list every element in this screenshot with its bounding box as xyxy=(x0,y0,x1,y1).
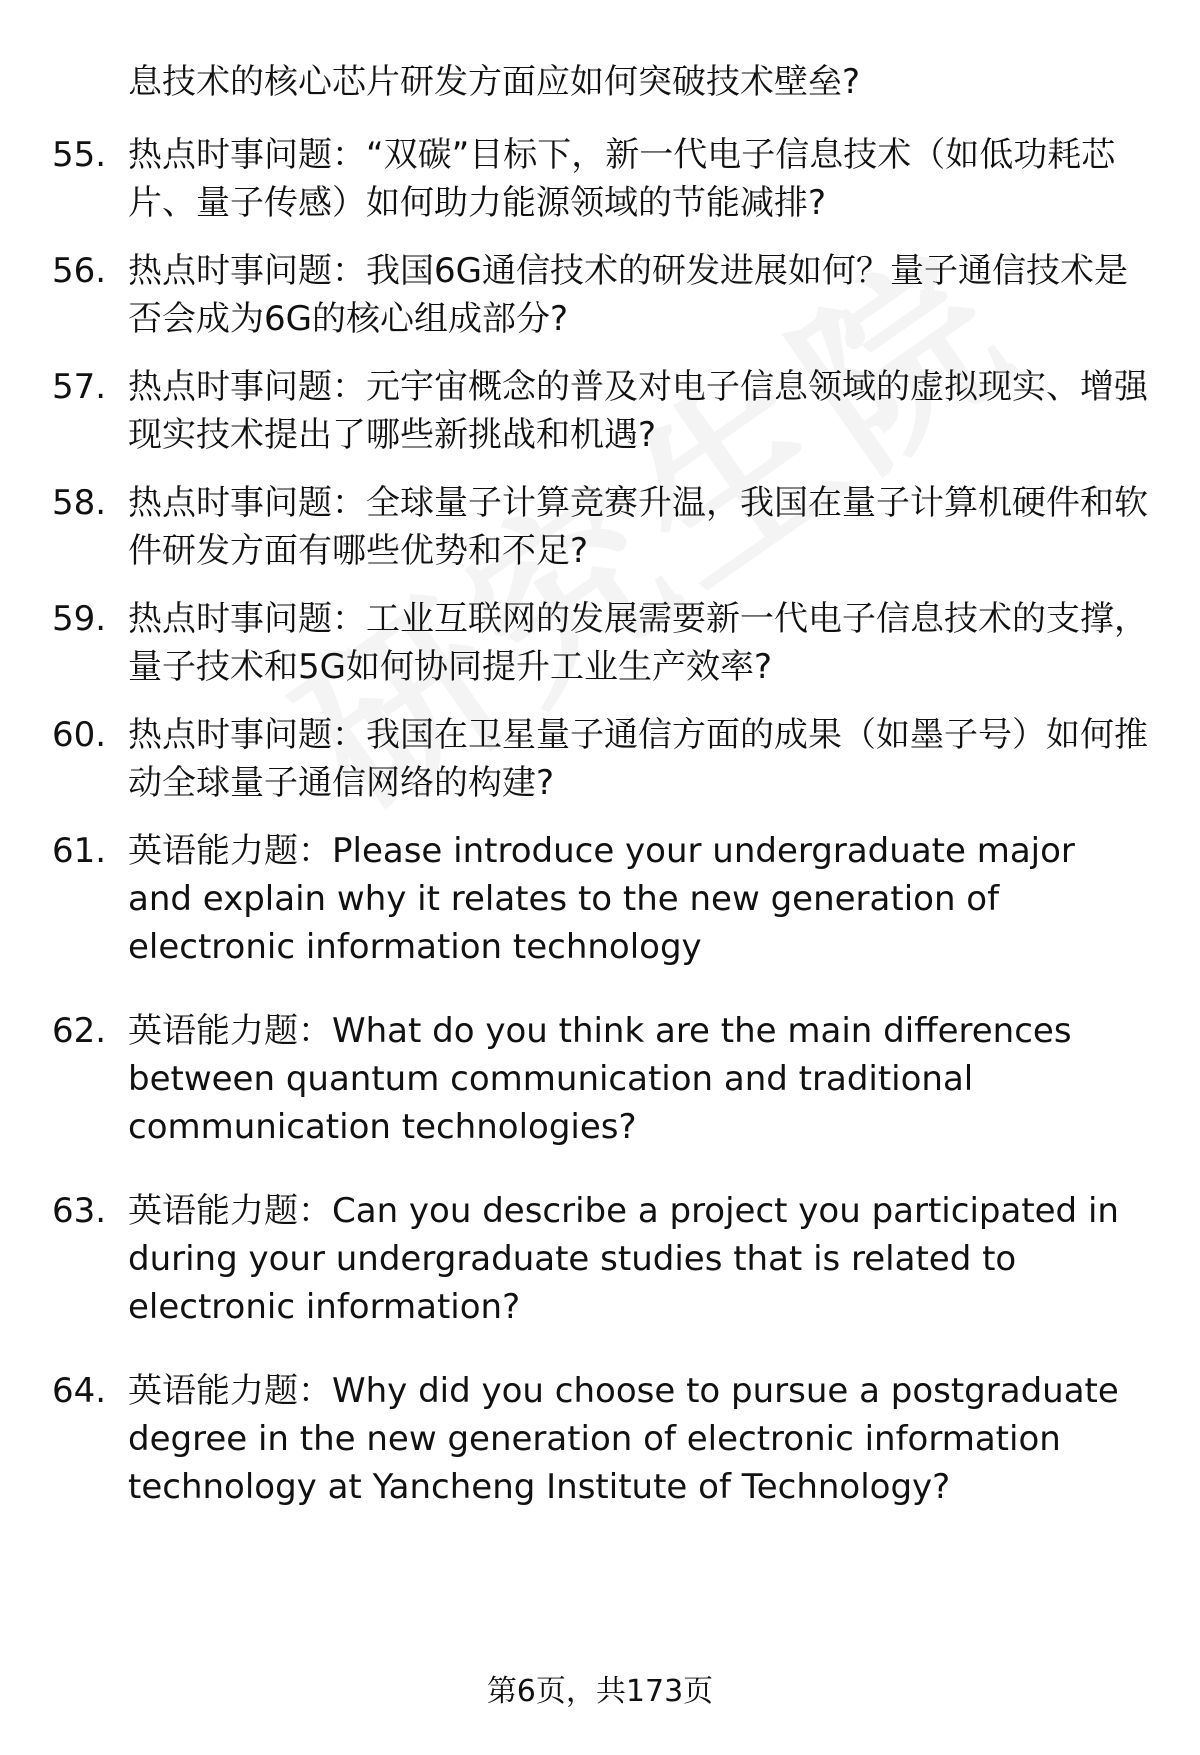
question-number: 55. xyxy=(52,135,107,175)
question-text: 热点时事问题：元宇宙概念的普及对电子信息领域的虚拟现实、增强现实技术提出了哪些新挑战和机遇? xyxy=(128,367,1148,455)
question-text: 热点时事问题：“双碳”目标下，新一代电子信息技术（如低功耗芯片、量子传感）如何助力能源领域的节能减排? xyxy=(128,135,1116,223)
question-text: 热点时事问题：全球量子计算竞赛升温，我国在量子计算机硬件和软件研发方面有哪些优势和不足? xyxy=(128,483,1148,571)
question-number: 59. xyxy=(52,599,107,639)
question-number: 62. xyxy=(52,1011,107,1051)
question-text: 热点时事问题：我国在卫星量子通信方面的成果（如墨子号）如何推动全球量子通信网络的构建? xyxy=(128,715,1148,803)
continued-question-text: 息技术的核心芯片研发方面应如何突破技术壁垒? xyxy=(128,62,861,102)
question-text: 英语能力题：Can you describe a project you participated in during your undergraduate studies that is related to electronic information? xyxy=(128,1191,1119,1327)
question-number: 56. xyxy=(52,251,107,291)
question-number: 60. xyxy=(52,715,107,755)
question-number: 64. xyxy=(52,1371,107,1411)
question-number: 61. xyxy=(52,831,107,871)
page-footer: 第6页，共173页 xyxy=(486,1674,714,1709)
question-number: 58. xyxy=(52,483,107,523)
question-number: 57. xyxy=(52,367,107,407)
question-text: 英语能力题：Why did you choose to pursue a postgraduate degree in the new generation of electronic information technology at Yancheng Institute of Technology? xyxy=(128,1371,1119,1507)
question-number: 63. xyxy=(52,1191,107,1231)
question-text: 热点时事问题：我国6G通信技术的研发进展如何？量子通信技术是否会成为6G的核心组成部分? xyxy=(128,251,1128,339)
question-text: 热点时事问题：工业互联网的发展需要新一代电子信息技术的支撑，量子技术和5G如何协同提升工业生产效率? xyxy=(128,599,1148,687)
question-text: 英语能力题：Please introduce your undergraduate major and explain why it relates to the new generation of electronic information technology xyxy=(128,831,1075,967)
question-text: 英语能力题：What do you think are the main differences between quantum communication and traditional communication technologies? xyxy=(128,1011,1072,1147)
